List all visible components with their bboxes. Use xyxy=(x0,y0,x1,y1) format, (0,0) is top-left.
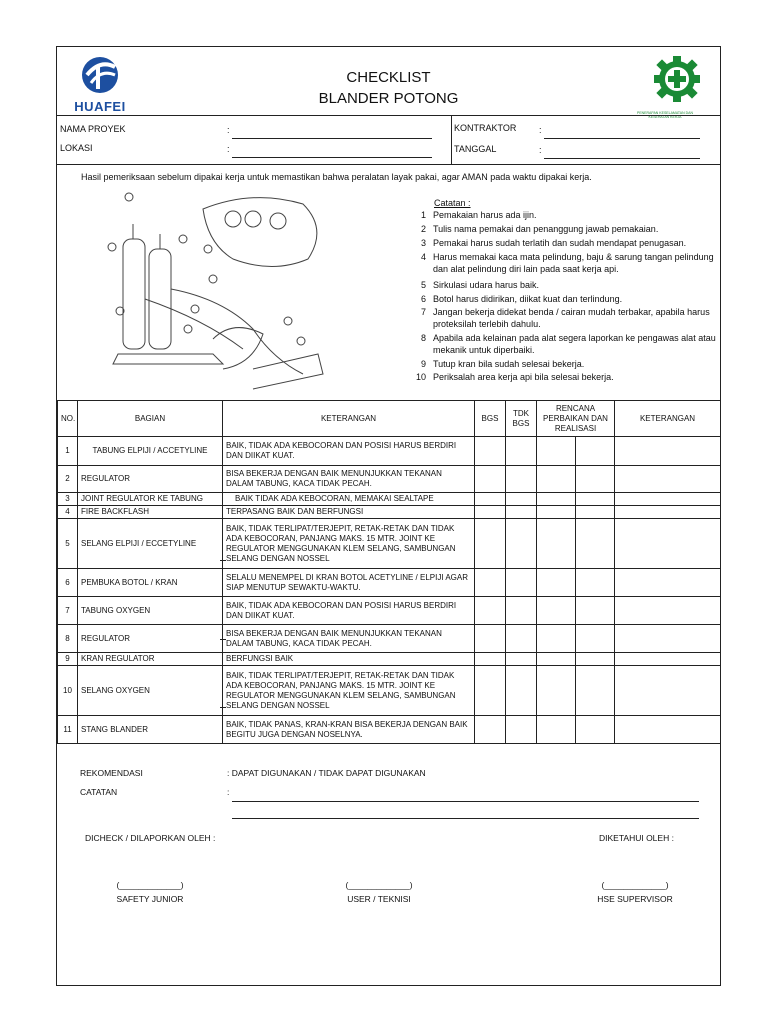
note-text: Apabila ada kelainan pada alat segera laporkan ke pengawas alat atau mekanik untuk diperbaiki. xyxy=(433,333,716,355)
note-text: Periksalah area kerja api bila selesai bekerja. xyxy=(433,372,614,382)
k3-caption: PENERAPAN KESELAMATAN DAN KESEHATAN KERJA xyxy=(636,111,693,119)
note-item xyxy=(416,293,716,305)
page-subtitle: BLANDER POTONG xyxy=(318,90,459,107)
row-keterangan: BAIK, TIDAK ADA KEBOCORAN DAN POSISI HARUS BERDIRI DAN DIIKAT KUAT. xyxy=(223,597,475,625)
row-bagian: TABUNG ELPIJI / ACCETYLINE xyxy=(78,437,223,466)
rencana-cell-2[interactable] xyxy=(576,466,615,493)
k3-logo xyxy=(636,53,708,119)
note-item xyxy=(416,209,716,221)
row-bagian: FIRE BACKFLASH xyxy=(78,506,223,519)
bgs-checkbox[interactable] xyxy=(475,597,506,625)
hse-supervisor-label: HSE SUPERVISOR xyxy=(597,894,673,904)
catatan-label: CATATAN xyxy=(80,787,118,797)
keterangan-cell[interactable] xyxy=(615,437,721,466)
bgs-checkbox[interactable] xyxy=(475,493,506,506)
bgs-checkbox[interactable] xyxy=(475,569,506,597)
rencana-cell-2[interactable] xyxy=(576,506,615,519)
tanggal-label: TANGGAL xyxy=(454,144,497,154)
rencana-cell-1[interactable] xyxy=(537,597,576,625)
bgs-checkbox[interactable] xyxy=(475,437,506,466)
tdk-bgs-checkbox[interactable] xyxy=(506,597,537,625)
keterangan-cell[interactable] xyxy=(615,506,721,519)
rencana-cell-1[interactable] xyxy=(537,653,576,666)
row-bagian: REGULATOR xyxy=(78,625,223,653)
keterangan-cell[interactable] xyxy=(615,653,721,666)
keterangan-cell[interactable] xyxy=(615,625,721,653)
rencana-cell-1[interactable] xyxy=(537,716,576,744)
table-row xyxy=(58,716,721,744)
rencana-cell-2[interactable] xyxy=(576,653,615,666)
kontraktor-field[interactable] xyxy=(544,138,700,139)
keterangan-cell[interactable] xyxy=(615,519,721,569)
note-text: Tulis nama pemakai dan penanggung jawab pemakaian. xyxy=(433,224,659,234)
note-number: 6 xyxy=(420,294,426,304)
row-number: 11 xyxy=(58,716,78,744)
note-text: Harus memakai kaca mata pelindung, baju & sarung tangan pelindung dan alat pelindung diri lain pada saat kerja api. xyxy=(433,252,714,274)
bgs-checkbox[interactable] xyxy=(475,506,506,519)
rekomendasi-options[interactable]: : DAPAT DIGUNAKAN / TIDAK DAPAT DIGUNAKAN xyxy=(227,768,426,778)
note-item xyxy=(416,371,716,383)
table-row xyxy=(58,506,721,519)
safety-junior-label: SAFETY JUNIOR xyxy=(116,894,184,904)
row-bagian: REGULATOR xyxy=(78,466,223,493)
user-teknisi-label: USER / TEKNISI xyxy=(347,894,411,904)
rencana-cell-2[interactable] xyxy=(576,493,615,506)
note-text: Botol harus didirikan, diikat kuat dan terlindung. xyxy=(433,294,623,304)
row-keterangan: BISA BEKERJA DENGAN BAIK MENUNJUKKAN TEKANAN DALAM TABUNG, KACA TIDAK PECAH. xyxy=(223,466,475,493)
row-keterangan: BAIK, TIDAK TERLIPAT/TERJEPIT, RETAK-RETAK DAN TIDAK ADA KEBOCORAN, PANJANG MAKS. 15 MTR. JOINT KE REGULATOR MENGGUNAKAN KLEM SELANG, SAMBUNGAN SELANG DENGAN NOSSEL xyxy=(223,519,475,569)
col-tdk-bgs: TDK BGS xyxy=(506,401,537,437)
bgs-checkbox[interactable] xyxy=(475,466,506,493)
rencana-cell-2[interactable] xyxy=(576,625,615,653)
note-item xyxy=(416,223,716,235)
row-number: 6 xyxy=(58,569,78,597)
tdk-bgs-checkbox[interactable] xyxy=(506,569,537,597)
note-number: 4 xyxy=(420,252,426,262)
rencana-cell-1[interactable] xyxy=(537,666,576,716)
note-item xyxy=(416,279,716,291)
tdk-bgs-checkbox[interactable] xyxy=(506,466,537,493)
row-number: 8 xyxy=(58,625,78,653)
page-title: CHECKLIST xyxy=(346,69,431,86)
note-number: 8 xyxy=(420,333,426,343)
table-row xyxy=(58,625,721,653)
row-number: 10 xyxy=(58,666,78,716)
table-row xyxy=(58,493,721,506)
note-item xyxy=(416,332,716,356)
lokasi-field[interactable] xyxy=(232,157,432,158)
row-number: 4 xyxy=(58,506,78,519)
note-number: 9 xyxy=(420,359,426,369)
table-row xyxy=(58,519,721,569)
tdk-bgs-checkbox[interactable] xyxy=(506,506,537,519)
col-no: NO. xyxy=(58,401,78,437)
note-number: 1 xyxy=(420,210,426,220)
row-keterangan: TERPASANG BAIK DAN BERFUNGSI xyxy=(223,506,475,519)
note-text: Jangan bekerja didekat benda / cairan mudah terbakar, apabila harus proteksilah terlebih dahulu. xyxy=(433,307,710,329)
blander-diagram-icon xyxy=(103,189,325,399)
kontraktor-label: KONTRAKTOR xyxy=(454,123,517,133)
rencana-cell-2[interactable] xyxy=(576,437,615,466)
tdk-bgs-checkbox[interactable] xyxy=(506,653,537,666)
keterangan-cell[interactable] xyxy=(615,716,721,744)
note-item xyxy=(416,237,716,249)
nama-proyek-field[interactable] xyxy=(232,138,432,139)
rencana-cell-2[interactable] xyxy=(576,519,615,569)
rencana-cell-2[interactable] xyxy=(576,716,615,744)
intro-text: Hasil pemeriksaan sebelum dipakai kerja untuk memastikan bahwa peralatan layak pakai, agar AMAN pada waktu dipakai kerja. xyxy=(81,172,592,182)
rencana-cell-2[interactable] xyxy=(576,666,615,716)
row-keterangan: BISA BEKERJA DENGAN BAIK MENUNJUKKAN TEKANAN DALAM TABUNG, KACA TIDAK PECAH. xyxy=(223,625,475,653)
row-keterangan: BERFUNGSI BAIK xyxy=(223,653,475,666)
signature-blank-2[interactable]: (_____________) xyxy=(345,880,413,890)
rekomendasi-label: REKOMENDASI xyxy=(80,768,143,778)
logo-text: HUAFEI xyxy=(74,99,126,114)
tdk-bgs-checkbox[interactable] xyxy=(506,716,537,744)
row-number: 2 xyxy=(58,466,78,493)
row-number: 5 xyxy=(58,519,78,569)
diketahui-label: DIKETAHUI OLEH : xyxy=(599,833,674,843)
note-text: Tutup kran bila sudah selesai bekerja. xyxy=(433,359,585,369)
bgs-checkbox[interactable] xyxy=(475,519,506,569)
note-text: Sirkulasi udara harus baik. xyxy=(433,280,540,290)
tdk-bgs-checkbox[interactable] xyxy=(506,519,537,569)
col-keterangan: KETERANGAN xyxy=(223,401,475,437)
dash-mark xyxy=(220,639,226,640)
col-bgs: BGS xyxy=(475,401,506,437)
k3-gear-cross-icon xyxy=(646,53,708,107)
table-row xyxy=(58,569,721,597)
row-number: 7 xyxy=(58,597,78,625)
catatan-line-2[interactable] xyxy=(232,818,699,819)
row-keterangan: BAIK TIDAK ADA KEBOCORAN, MEMAKAI SEALTAPE xyxy=(223,493,475,506)
note-item xyxy=(416,306,716,330)
row-number: 3 xyxy=(58,493,78,506)
row-bagian: TABUNG OXYGEN xyxy=(78,597,223,625)
row-bagian: SELANG ELPIJI / ECCETYLINE xyxy=(78,519,223,569)
tdk-bgs-checkbox[interactable] xyxy=(506,493,537,506)
keterangan-cell[interactable] xyxy=(615,666,721,716)
rencana-cell-1[interactable] xyxy=(537,437,576,466)
lokasi-label: LOKASI xyxy=(60,143,93,153)
table-row xyxy=(58,653,721,666)
row-number: 9 xyxy=(58,653,78,666)
rencana-cell-1[interactable] xyxy=(537,506,576,519)
notes-title: Catatan : xyxy=(434,198,471,208)
col-rencana: RENCANA PERBAIKAN DAN REALISASI xyxy=(537,401,615,437)
col-bagian: BAGIAN xyxy=(78,401,223,437)
dicheck-label: DICHECK / DILAPORKAN OLEH : xyxy=(85,833,216,843)
rencana-cell-1[interactable] xyxy=(537,519,576,569)
nama-proyek-label: NAMA PROYEK xyxy=(60,124,126,134)
rencana-cell-1[interactable] xyxy=(537,466,576,493)
rencana-cell-2[interactable] xyxy=(576,597,615,625)
signature-blank-3[interactable]: (_____________) xyxy=(601,880,669,890)
row-bagian: STANG BLANDER xyxy=(78,716,223,744)
rencana-cell-1[interactable] xyxy=(537,493,576,506)
table-row xyxy=(58,666,721,716)
dash-mark xyxy=(220,707,226,708)
keterangan-cell[interactable] xyxy=(615,466,721,493)
note-text: Pemakaian harus ada ijin. xyxy=(433,210,537,220)
row-keterangan: BAIK, TIDAK ADA KEBOCORAN DAN POSISI HARUS BERDIRI DAN DIIKAT KUAT. xyxy=(223,437,475,466)
row-keterangan: SELALU MENEMPEL DI KRAN BOTOL ACETYLINE / ELPIJI AGAR SIAP MENUTUP SEWAKTU-WAKTU. xyxy=(223,569,475,597)
note-item xyxy=(416,251,716,275)
bgs-checkbox[interactable] xyxy=(475,716,506,744)
note-item xyxy=(416,358,716,370)
note-number: 10 xyxy=(416,372,427,382)
note-number: 7 xyxy=(420,307,426,317)
bgs-checkbox[interactable] xyxy=(475,625,506,653)
note-text: Pemakai harus sudah terlatih dan sudah mendapat penugasan. xyxy=(433,238,687,248)
note-number: 2 xyxy=(420,224,426,234)
welding-equipment-illustration xyxy=(103,189,325,399)
rencana-cell-1[interactable] xyxy=(537,625,576,653)
tanggal-field[interactable] xyxy=(544,158,700,159)
col-keterangan-2: KETERANGAN xyxy=(615,401,721,437)
table-row xyxy=(58,466,721,493)
bgs-checkbox[interactable] xyxy=(475,653,506,666)
rencana-cell-1[interactable] xyxy=(537,569,576,597)
note-number: 5 xyxy=(420,280,426,290)
bgs-checkbox[interactable] xyxy=(475,666,506,716)
note-number: 3 xyxy=(420,238,426,248)
row-bagian: SELANG OXYGEN xyxy=(78,666,223,716)
dash-mark xyxy=(220,560,226,561)
checklist-table xyxy=(57,400,721,744)
row-bagian: KRAN REGULATOR xyxy=(78,653,223,666)
table-row xyxy=(58,597,721,625)
row-keterangan: BAIK, TIDAK PANAS, KRAN-KRAN BISA BEKERJA DENGAN BAIK BEGITU JUGA DENGAN NOSELNYA. xyxy=(223,716,475,744)
row-number: 1 xyxy=(58,437,78,466)
keterangan-cell[interactable] xyxy=(615,569,721,597)
rencana-cell-2[interactable] xyxy=(576,569,615,597)
keterangan-cell[interactable] xyxy=(615,493,721,506)
row-bagian: PEMBUKA BOTOL / KRAN xyxy=(78,569,223,597)
table-row xyxy=(58,437,721,466)
row-keterangan: BAIK, TIDAK TERLIPAT/TERJEPIT, RETAK-RETAK DAN TIDAK ADA KEBOCORAN, PANJANG MAKS. 15 MTR. JOINT KE REGULATOR MENGGUNAKAN KLEM SELANG, SAMBUNGAN SELANG DENGAN NOSSEL xyxy=(223,666,475,716)
tdk-bgs-checkbox[interactable] xyxy=(506,625,537,653)
keterangan-cell[interactable] xyxy=(615,597,721,625)
signature-blank-1[interactable]: (_____________) xyxy=(116,880,184,890)
tdk-bgs-checkbox[interactable] xyxy=(506,437,537,466)
tdk-bgs-checkbox[interactable] xyxy=(506,666,537,716)
row-bagian: JOINT REGULATOR KE TABUNG xyxy=(78,493,223,506)
catatan-line-1[interactable] xyxy=(232,801,699,802)
checklist-sheet: HUAFEI CHECKLIST BLANDER POTONG PENERAPAN KESELAMATAN DAN KESEHATAN KERJA NAMA PROYEK : LOKASI : KONTRAKTOR : TANGGAL : Hasil pemeriksaan sebelum dipakai kerja untuk memastikan bahwa peralatan layak pakai, agar AMAN pada waktu dipakai kerja. Catatan : 1 Pemakaian harus ada ijin. 2 Tulis nama pemakai dan penanggung jawab pemakaian. 3 Pemakai harus sudah terlatih dan sudah mendapat penugasan. 4 Harus memakai kaca mata pelindung, baju & sarung tangan pelindung dan alat pelindung diri lain pada saat kerja api. 5 Sirkulasi udara harus baik. 6 Botol harus didirikan, diikat kuat dan terlindung. 7 Jangan bekerja didekat benda / cairan mudah terbakar, apabila harus proteksilah terlebih dahulu. 8 Apabila ada kelainan pada alat segera laporkan ke pengawas alat atau mekanik untuk diperbaiki. 9 Tutup kran bila sudah selesai bekerja. 10 Periksalah area kerja api bila selesai bekerja. NO. BAGIAN KETERANGAN BGS TDK BGS RENCANA PERBAIKAN DAN REALISASI KETERANGAN 1 TABUNG ELPIJI / ACCETYLINE BAIK, TIDAK ADA KEBOCORAN DAN POSISI HARUS BERDIRI DAN DIIKAT KUAT. 2 REGULATOR BISA BEKERJA DENGAN BAIK MENUNJUKKAN TEKANAN DALAM TABUNG, KACA TIDAK PECAH. 3 JOINT REGULATOR KE TABUNG BAIK TIDAK ADA KEBOCORAN, MEMAKAI SEALTAPE 4 FIRE BACKFLASH TERPASANG BAIK DAN BERFUNGSI 5 SELANG ELPIJI / ECCETYLINE BAIK, TIDAK TERLIPAT/TERJEPIT, RETAK-RETAK DAN TIDAK ADA KEBOCORAN, PANJANG MAKS. 15 MTR. JOINT KE REGULATOR MENGGUNAKAN KLEM SELANG, SAMBUNGAN SELANG DENGAN NOSSEL 6 PEMBUKA BOTOL / KRAN SELALU MENEMPEL DI KRAN BOTOL ACETYLINE / ELPIJI AGAR SIAP MENUTUP SEWAKTU-WAKTU. 7 TABUNG OXYGEN BAIK, TIDAK ADA KEBOCORAN DAN POSISI HARUS BERDIRI DAN DIIKAT KUAT. 8 REGULATOR BISA BEKERJA DENGAN BAIK MENUNJUKKAN TEKANAN DALAM TABUNG, KACA TIDAK PECAH. 9 KRAN REGULATOR BERFUNGSI BAIK 10 SELANG OXYGEN BAIK, TIDAK TERLIPAT/TERJEPIT, RETAK-RETAK DAN TIDAK ADA KEBOCORAN, PANJANG MAKS. 15 MTR. JOINT KE REGULATOR MENGGUNAKAN KLEM SELANG, SAMBUNGAN SELANG DENGAN NOSSEL 11 STANG BLANDER BAIK, TIDAK PANAS, KRAN-KRAN BISA BEKERJA DENGAN BAIK BEGITU JUGA DENGAN NOSELNYA. REKOMENDASI : DAPAT DIGUNAKAN / TIDAK DAPAT DIGUNAKAN CATATAN : DICHECK / DILAPORKAN OLEH : DIKETAHUI OLEH : (_____________) SAFETY JUNIOR (_____________) USER / TEKNISI (_____________) HSE SUPERVISOR xyxy=(56,46,721,986)
